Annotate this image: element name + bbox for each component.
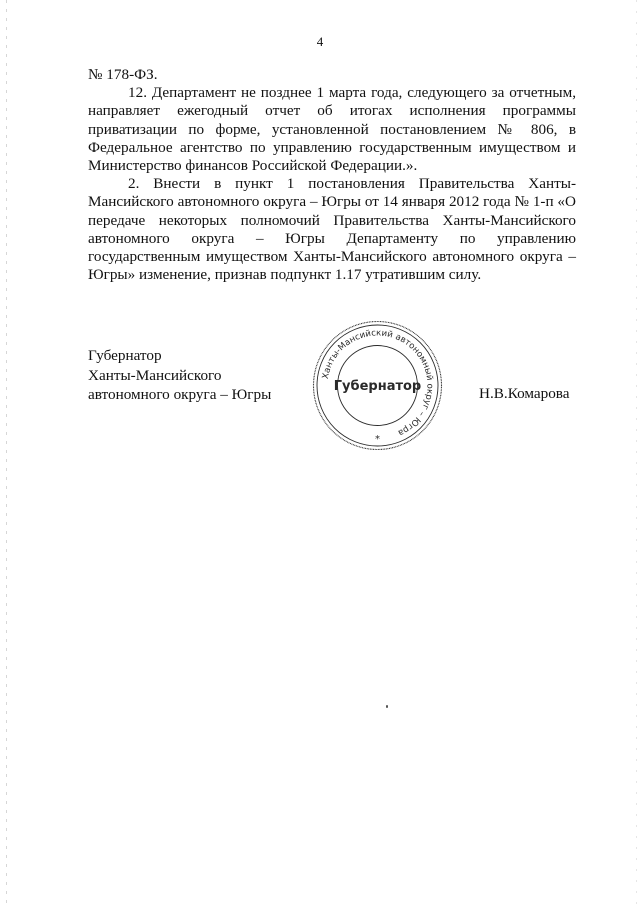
scan-right-edge [636, 0, 637, 905]
official-seal-stamp [310, 318, 445, 453]
signature-region: Ханты-Мансийского [88, 366, 222, 384]
scan-left-edge [6, 0, 7, 905]
signature-title: Губернатор [88, 347, 162, 364]
stamp-center-text: Губернатор [333, 379, 422, 394]
signer-name: Н.В.Комарова [479, 385, 570, 402]
stamp-ring-text: Ханты-Мансийский автономный округ – Югра [320, 328, 435, 438]
paragraph-item-12: 12. Департамент не позднее 1 марта года, следующего за отчетным, направляет ежегодный отчет об итогах исполнения программы приватизации по форме, установленной постановлением № 806, в Федеральное агентство по управлению государственным имуществом и Министерство финансов Российской Федерации.». [88, 84, 576, 175]
page-number: 4 [316, 34, 324, 49]
stamp-star: * [375, 434, 380, 445]
paragraph-law-ref: № 178-ФЗ. [88, 66, 158, 83]
paragraph-item-2: 2. Внести в пункт 1 постановления Правительства Ханты-Мансийского автономного округа – Югры от 14 января 2012 года № 1-п «О передаче некоторых полномочий Правительства Ханты-Мансийского автономного округа – Югры Департаменту по управлению государственным имуществом Ханты-Мансийского автономного округа – Югры» изменение, признав подпункт 1.17 утратившим силу. [88, 175, 576, 284]
signature-block [88, 346, 271, 405]
document-body [88, 66, 576, 284]
signature-okrug: автономного округа – Югры [88, 386, 272, 403]
scan-speck [386, 705, 388, 708]
